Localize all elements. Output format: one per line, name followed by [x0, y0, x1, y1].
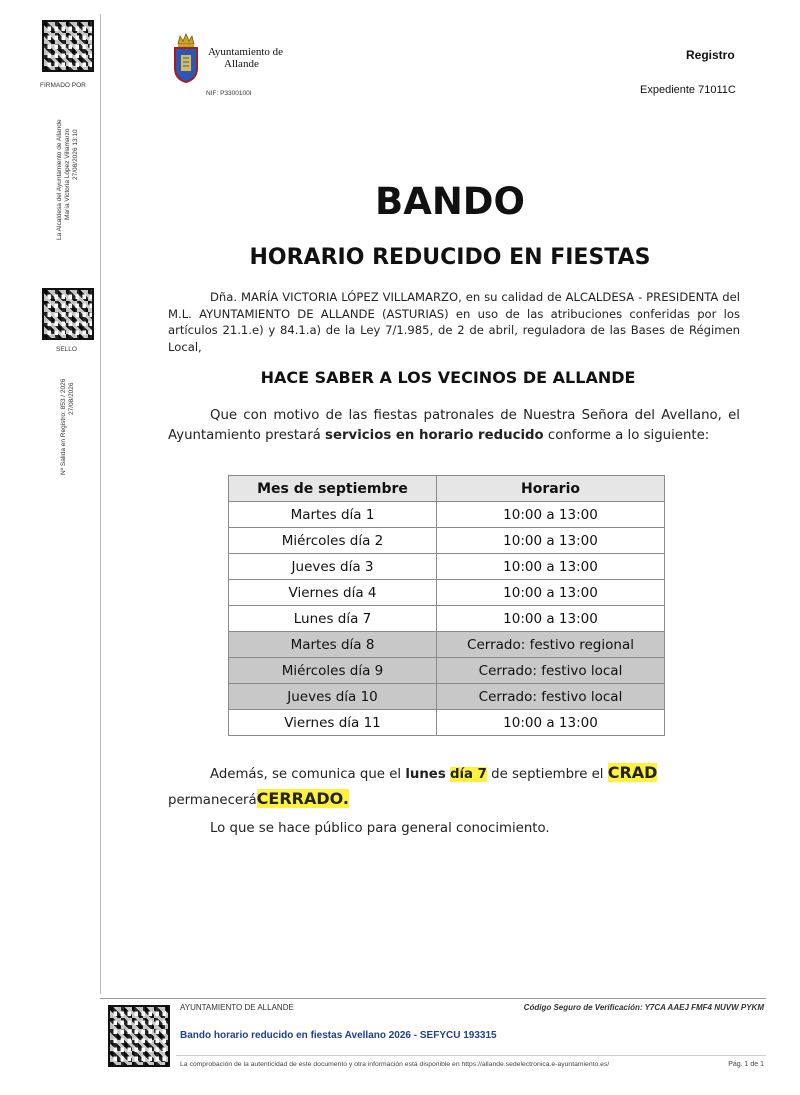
- footer-divider: [176, 1055, 766, 1056]
- verification-code: Código Seguro de Verificación: Y7CA AAEJ FMF4 NUVW PYKM: [523, 1003, 764, 1012]
- column-header: Horario: [437, 476, 665, 502]
- day-cell: Martes día 1: [229, 502, 437, 528]
- highlighted-cerrado: CERRADO.: [256, 789, 349, 808]
- table-header-row: [229, 476, 665, 502]
- hours-cell: 10:00 a 13:00: [437, 502, 665, 528]
- footer-document-title: Bando horario reducido en fiestas Avellano 2026 - SEFYCU 193315: [180, 1030, 497, 1041]
- document-title: BANDO: [375, 180, 525, 223]
- table-row: [229, 580, 665, 606]
- table-row: [229, 710, 665, 736]
- hours-cell: 10:00 a 13:00: [437, 554, 665, 580]
- day-cell: Miércoles día 2: [229, 528, 437, 554]
- hours-cell: 10:00 a 13:00: [437, 528, 665, 554]
- hours-cell: 10:00 a 13:00: [437, 710, 665, 736]
- hours-cell: 10:00 a 13:00: [437, 580, 665, 606]
- hours-cell: Cerrado: festivo local: [437, 684, 665, 710]
- nif: NIF: P3300100I: [206, 90, 252, 97]
- table-row-closed: [229, 658, 665, 684]
- motivo-paragraph: Que con motivo de las fiestas patronales de Nuestra Señora del Avellano, el Ayuntamiento prestará servicios en horario reducido conforme a lo siguiente:: [168, 408, 740, 443]
- qr-code-icon: [42, 288, 94, 340]
- table-row: [229, 528, 665, 554]
- table-row: [229, 606, 665, 632]
- day-cell: Viernes día 11: [229, 710, 437, 736]
- firmado-line-1: La Alcaldesa del Ayuntamiento de Allande: [56, 119, 63, 240]
- hours-cell: Cerrado: festivo local: [437, 658, 665, 684]
- closing-paragraph: Lo que se hace público para general conocimiento.: [210, 821, 550, 836]
- day-cell: Viernes día 4: [229, 580, 437, 606]
- day-cell: Martes día 8: [229, 632, 437, 658]
- sello-label: SELLO: [56, 346, 77, 353]
- table-row-closed: [229, 632, 665, 658]
- day-cell: Miércoles día 9: [229, 658, 437, 684]
- organization-name: Ayuntamiento de Allande: [208, 46, 284, 70]
- table-row: [229, 554, 665, 580]
- firmado-label: FIRMADO POR: [40, 82, 86, 89]
- page-number: Pág. 1 de 1: [728, 1061, 764, 1068]
- margin-divider: [100, 14, 101, 994]
- sello-line-1: Nº Salida en Registro: 853 / 2026: [60, 378, 67, 475]
- table-row: [229, 502, 665, 528]
- sello-line-2: 27/08/2026: [68, 382, 75, 415]
- expediente-number: Expediente 71011C: [640, 84, 736, 96]
- authenticity-note: La comprobación de la autenticidad de este documento y otra información está disponible en https://allande.sedelectronica.e-ayuntamiento.es/: [180, 1061, 610, 1068]
- day-cell: Jueves día 3: [229, 554, 437, 580]
- table-row-closed: [229, 684, 665, 710]
- firmado-line-2: María Victoria López Villamarzo: [64, 128, 71, 220]
- qr-code-icon: [108, 1005, 170, 1067]
- section-heading: HACE SABER A LOS VECINOS DE ALLANDE: [260, 368, 636, 387]
- highlighted-crad: CRAD: [607, 763, 658, 782]
- day-cell: Lunes día 7: [229, 606, 437, 632]
- column-header: Mes de septiembre: [229, 476, 437, 502]
- hours-cell: Cerrado: festivo regional: [437, 632, 665, 658]
- qr-code-icon: [42, 20, 94, 72]
- firmado-line-3: 27/08/2026 13:10: [72, 129, 79, 180]
- schedule-table: [228, 475, 665, 736]
- registro-label: Registro: [686, 48, 735, 62]
- footer-organization: AYUNTAMIENTO DE ALLANDE: [180, 1003, 294, 1012]
- notice-paragraph: Además, se comunica que el lunes día 7 de septiembre el CRAD permaneceráCERRADO.: [168, 763, 658, 808]
- footer-divider: [100, 998, 766, 999]
- hours-cell: 10:00 a 13:00: [437, 606, 665, 632]
- intro-paragraph: Dña. MARÍA VICTORIA LÓPEZ VILLAMARZO, en su calidad de ALCALDESA - PRESIDENTA del M.L. AYUNTAMIENTO DE ALLANDE (ASTURIAS) en uso de las atribuciones conferidas por los artículos 21.1.e) y 84.1.a) de la Ley 7/1.985, de 2 de abril, reguladora de las Bases de Régimen Local,: [168, 290, 740, 354]
- highlighted-date: día 7: [449, 767, 487, 782]
- coat-of-arms-icon: [172, 30, 200, 84]
- day-cell: Jueves día 10: [229, 684, 437, 710]
- document-subtitle: HORARIO REDUCIDO EN FIESTAS: [249, 245, 651, 270]
